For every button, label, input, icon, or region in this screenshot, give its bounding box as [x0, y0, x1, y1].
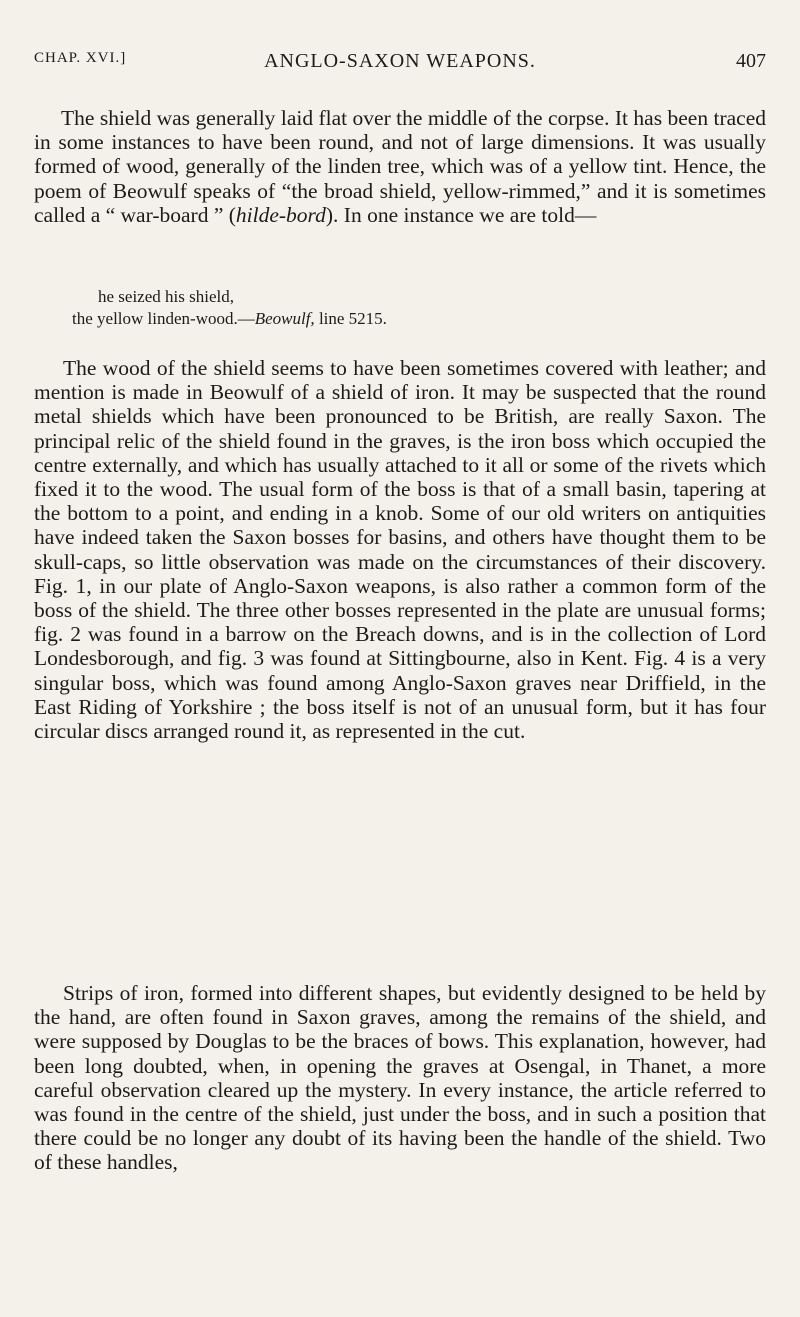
quote-line-citation — [72, 308, 752, 330]
paragraph-shield-boss — [34, 356, 766, 743]
page-number: 407 — [736, 50, 766, 72]
running-header — [30, 50, 770, 80]
quote-line-ref: line 5215. — [314, 309, 387, 328]
paragraph-shield-handle — [34, 981, 766, 1175]
paragraph-shield-intro — [34, 106, 766, 227]
paragraph-text: The wood of the shield seems to have been sometimes covered with leather; and mention is made in Beowulf of a shield of iron. It may be suspected that the round metal shields which have been pronounced to be British, are really Saxon. The principal relic of the shield found in the graves, is the iron boss which occupied the centre externally, and which has usually attached to it all or some of the rivets which fixed it to the wood. The usual form of the boss is that of a small basin, tapering at the bottom to a point, and ending in a knob. Some of our old writers on antiquities have indeed taken the Saxon bosses for basins, and others have thought them to be skull-caps, so little observation was made on the circumstances of their discovery. Fig. 1, in our plate of Anglo-Saxon weapons, is also rather a common form of the boss of the shield. The three other bosses represented in the plate are unusual forms; fig. 2 was found in a barrow on the Breach downs, and is in the collection of Lord Londesborough, and fig. 3 was found at Sittingbourne, also in Kent. Fig. 4 is a very singular boss, which was found among Anglo-Saxon graves near Driffield, in the East Riding of Yorkshire ; the boss itself is not of an unusual form, but it has four circular discs arranged round it, as represented in the cut. — [34, 356, 766, 744]
paragraph-text: The shield was generally laid flat over the middle of the corpse. It has been traced in some instances to have been round, and not of large dimensions. It was usually formed of wood, generally of the linden tree, which was of a yellow tint. Hence, the poem of Beowulf speaks of “the broad shield, yellow-rimmed,” and it is sometimes called a “ war-board ” ( — [34, 106, 766, 227]
block-quote — [72, 286, 752, 330]
paragraph-text: Strips of iron, formed into different shapes, but evidently designed to be held by the hand, are often found in Saxon graves, among the remains of the shield, and were supposed by Douglas to be the braces of bows. This explanation, however, had been long doubted, when, in opening the graves at Osengal, in Thanet, a more careful observation cleared up the mystery. In every instance, the article referred to was found in the centre of the shield, just under the boss, and in such a position that there could be no longer any doubt of its having been the handle of the shield. Two of these handles, — [34, 981, 766, 1175]
quote-source: Beowulf, — [254, 309, 315, 328]
running-title: ANGLO-SAXON WEAPONS. — [264, 50, 536, 72]
italic-term: hilde-bord — [235, 202, 326, 227]
paragraph-text: ). In one instance we are told— — [325, 202, 597, 227]
chapter-label: CHAP. XVI.] — [34, 50, 127, 66]
quote-line: he seized his shield, — [98, 287, 234, 306]
quote-text: the yellow linden-wood.— — [72, 309, 255, 328]
